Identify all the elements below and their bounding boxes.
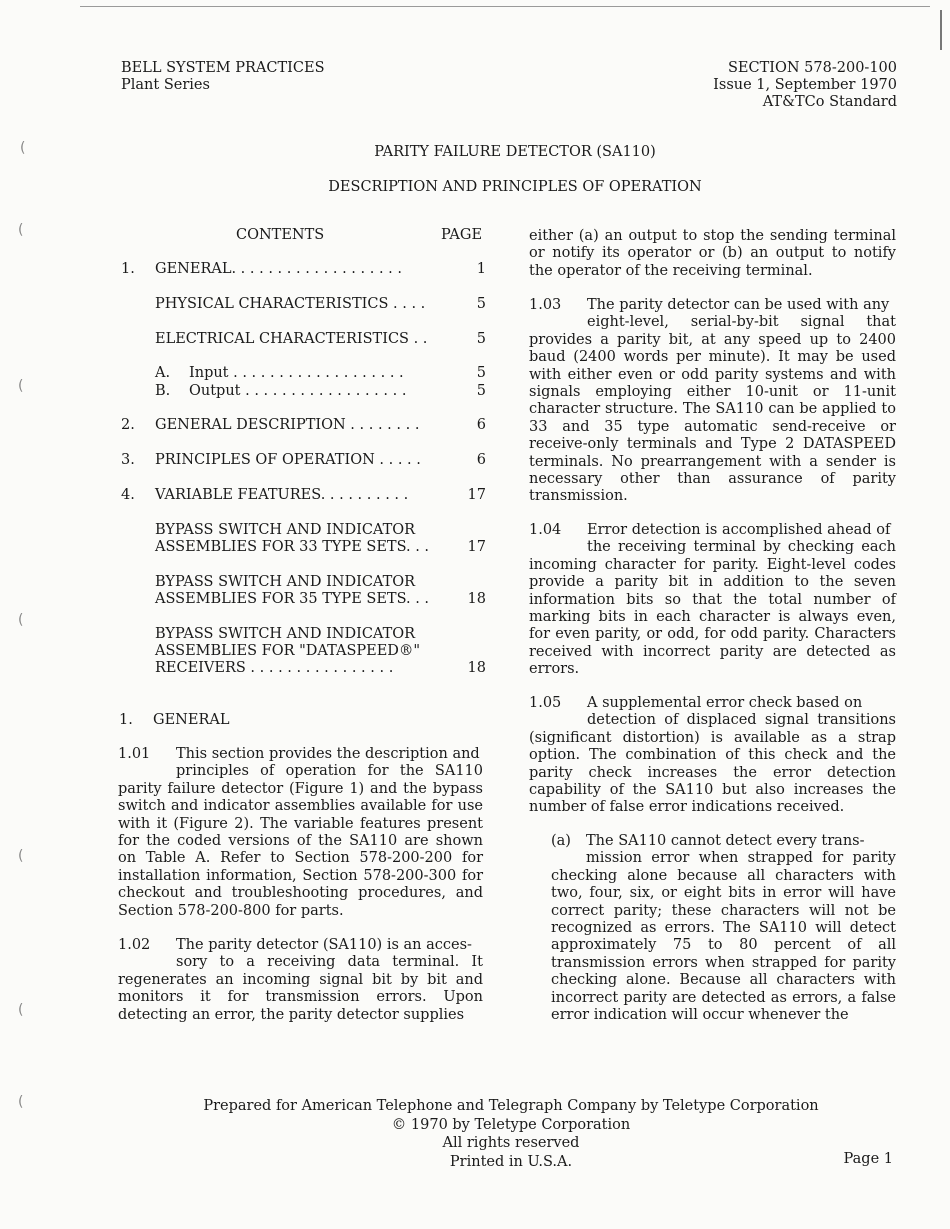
paragraph-number: 1.03 (529, 297, 562, 313)
toc-entry-text: ASSEMBLIES FOR 33 TYPE SETS. . . (155, 539, 430, 555)
paragraph-1-03 (529, 297, 896, 506)
toc-entry-text-line-1: BYPASS SWITCH AND INDICATOR (155, 574, 416, 590)
paragraph-first-line: The SA110 cannot detect every trans- (586, 833, 865, 849)
paragraph-body: mission error when strapped for parity checking alone because all characters with two, four, six, or eight bits in error will have correct parity; these characters will not be recognized as errors. The SA110 will detect approximately 75 to 80 percent of all transmission errors when strapped for parity checking alone. Because all characters with incorrect parity are detected as errors, a false error indication will occur whenever the (551, 850, 896, 1024)
toc-entry-text: RECEIVERS . . . . . . . . . . . . . . . . (155, 660, 394, 676)
paragraph-1-02-continued: either (a) an output to stop the sending terminal or notify its operator or (b) an output to notify the operator of the receiving terminal. (529, 228, 896, 279)
section-heading (119, 712, 229, 728)
paragraph-body: the receiving terminal by checking each incoming character for parity. Eight-level codes provide a parity bit in addition to the seven information bits so that the total number of marking bits in each character is always even, for even parity, or odd, for odd parity. Characters received with incorrect parity are detected as errors. (529, 539, 896, 678)
toc-entry-page: 17 (467, 487, 486, 503)
header-left-line-1: BELL SYSTEM PRACTICES (121, 60, 325, 76)
toc-entry-page: 5 (476, 383, 486, 399)
paragraph-body: detection of displaced signal transitions (significant distortion) is available as a strap option. The combination of this check and the parity check increases the error detection capability of the SA110 but also increases the number of false error indications received. (529, 712, 896, 816)
toc-entry-page: 18 (467, 660, 486, 676)
footer (0, 1097, 950, 1171)
paragraph-number: 1.05 (529, 695, 562, 711)
paragraph-first-line: This section provides the description and (176, 746, 480, 762)
issue-date: Issue 1, September 1970 (713, 77, 897, 93)
toc-entry-text: Input . . . . . . . . . . . . . . . . . . . (189, 365, 404, 381)
paragraph-body: principles of operation for the SA110 parity failure detector (Figure 1) and the bypass switch and indicator assemblies available for use with it (Figure 2). The variable features present for the coded versions of the SA110 are shown on Table A. Refer to Section 578-200-200 for installation information, Section 578-200-300 for checkout and troubleshooting procedures, and Section 578-200-800 for parts. (118, 763, 483, 919)
document-subtitle: DESCRIPTION AND PRINCIPLES OF OPERATION (328, 179, 702, 195)
scan-mark: ( (18, 222, 24, 238)
paragraph-1-05-a (551, 833, 896, 1024)
toc-entry-page: 1 (476, 261, 486, 277)
toc-heading: CONTENTS (236, 227, 325, 243)
paragraph-number: 1.01 (118, 746, 151, 762)
toc-entry-text: GENERAL. . . . . . . . . . . . . . . . . . . (155, 261, 402, 277)
footer-rights: All rights reserved (442, 1135, 580, 1151)
toc-entry-letter: A. (155, 365, 171, 381)
scan-right-edge (940, 10, 942, 50)
toc-entry-text: ASSEMBLIES FOR 35 TYPE SETS. . . (155, 591, 430, 607)
scan-mark: ( (18, 1094, 24, 1110)
paragraph-1-01 (118, 746, 483, 920)
toc-entry-number: 4. (121, 487, 135, 503)
toc-entry-text-line-2: ASSEMBLIES FOR "DATASPEED®" (155, 643, 421, 659)
section-heading-title: GENERAL (153, 712, 230, 728)
paragraph-number: 1.04 (529, 522, 562, 538)
toc-entry-number: 3. (121, 452, 135, 468)
section-heading-number: 1. (119, 712, 133, 728)
scan-top-edge (80, 6, 930, 7)
toc-entry-page: 17 (467, 539, 486, 555)
footer-prepared-by: Prepared for American Telephone and Telegraph Company by Teletype Corporation (203, 1098, 819, 1114)
page-number: Page 1 (843, 1151, 893, 1167)
toc-entry-text-line-1: BYPASS SWITCH AND INDICATOR (155, 626, 416, 642)
document-title: PARITY FAILURE DETECTOR (SA110) (374, 144, 656, 160)
footer-printed: Printed in U.S.A. (449, 1153, 573, 1170)
scan-mark: ( (18, 378, 24, 394)
footer-copyright: © 1970 by Teletype Corporation (391, 1116, 631, 1133)
paragraph-body: sory to a receiving data terminal. It regenerates an incoming signal bit by bit and monitors it for transmission errors. Upon detecting an error, the parity detector supplies (118, 954, 483, 1023)
header-left (121, 60, 325, 94)
toc-entry-page: 5 (476, 365, 486, 381)
toc-entry-text: PRINCIPLES OF OPERATION . . . . . (155, 452, 421, 468)
toc-entry-text: ELECTRICAL CHARACTERISTICS . . (155, 331, 428, 347)
scan-mark: ( (18, 1002, 24, 1018)
toc-entry-text-line-1: BYPASS SWITCH AND INDICATOR (155, 522, 416, 538)
paragraph-first-line: Error detection is accomplished ahead of (587, 522, 891, 538)
toc-entry-page: 6 (476, 417, 486, 433)
paragraph-body: eight-level, serial-by-bit signal that provides a parity bit, at any speed up to 2400 baud (2400 words per minute). It may be used with either even or odd parity systems and with signals employing either 10-unit or 11-unit character structure. The SA110 can be applied to 33 and 35 type automatic send-receive or receive-only terminals and Type 2 DATASPEED terminals. No prearrangement with a sender is necessary other than assurance of parity transmission. (529, 314, 896, 505)
toc-page-heading: PAGE (441, 227, 483, 243)
scan-mark: ( (18, 848, 24, 864)
header-right (713, 60, 897, 111)
paragraph-1-04 (529, 522, 896, 679)
toc-entry-text: VARIABLE FEATURES. . . . . . . . . . (155, 487, 409, 503)
toc-entry-number: 1. (121, 261, 135, 277)
toc-entry-number: 2. (121, 417, 135, 433)
scan-mark: ( (18, 612, 24, 628)
paragraph-number: 1.02 (118, 937, 151, 953)
toc-entry-letter: B. (155, 383, 171, 399)
toc-entry-page: 6 (476, 452, 486, 468)
paragraph-first-line: A supplemental error check based on (587, 695, 863, 711)
toc-entry-page: 18 (467, 591, 486, 607)
scan-mark: ( (20, 140, 26, 156)
toc-entry-text: GENERAL DESCRIPTION . . . . . . . . (155, 417, 420, 433)
toc-entry-page: 5 (476, 331, 486, 347)
paragraph-1-02 (118, 937, 483, 1024)
toc-entry-page: 5 (476, 296, 486, 312)
paragraph-first-line: The parity detector can be used with any (587, 297, 890, 313)
section-number: SECTION 578-200-100 (727, 60, 897, 76)
paragraph-item-label: (a) (551, 833, 571, 849)
standard-label: AT&TCo Standard (762, 94, 897, 110)
toc-entry-text: PHYSICAL CHARACTERISTICS . . . . (155, 296, 426, 312)
header-left-line-2: Plant Series (121, 77, 210, 93)
paragraph-first-line: The parity detector (SA110) is an acces- (176, 937, 472, 953)
toc-entry-text: Output . . . . . . . . . . . . . . . . . . (189, 383, 407, 399)
paragraph-1-05 (529, 695, 896, 817)
